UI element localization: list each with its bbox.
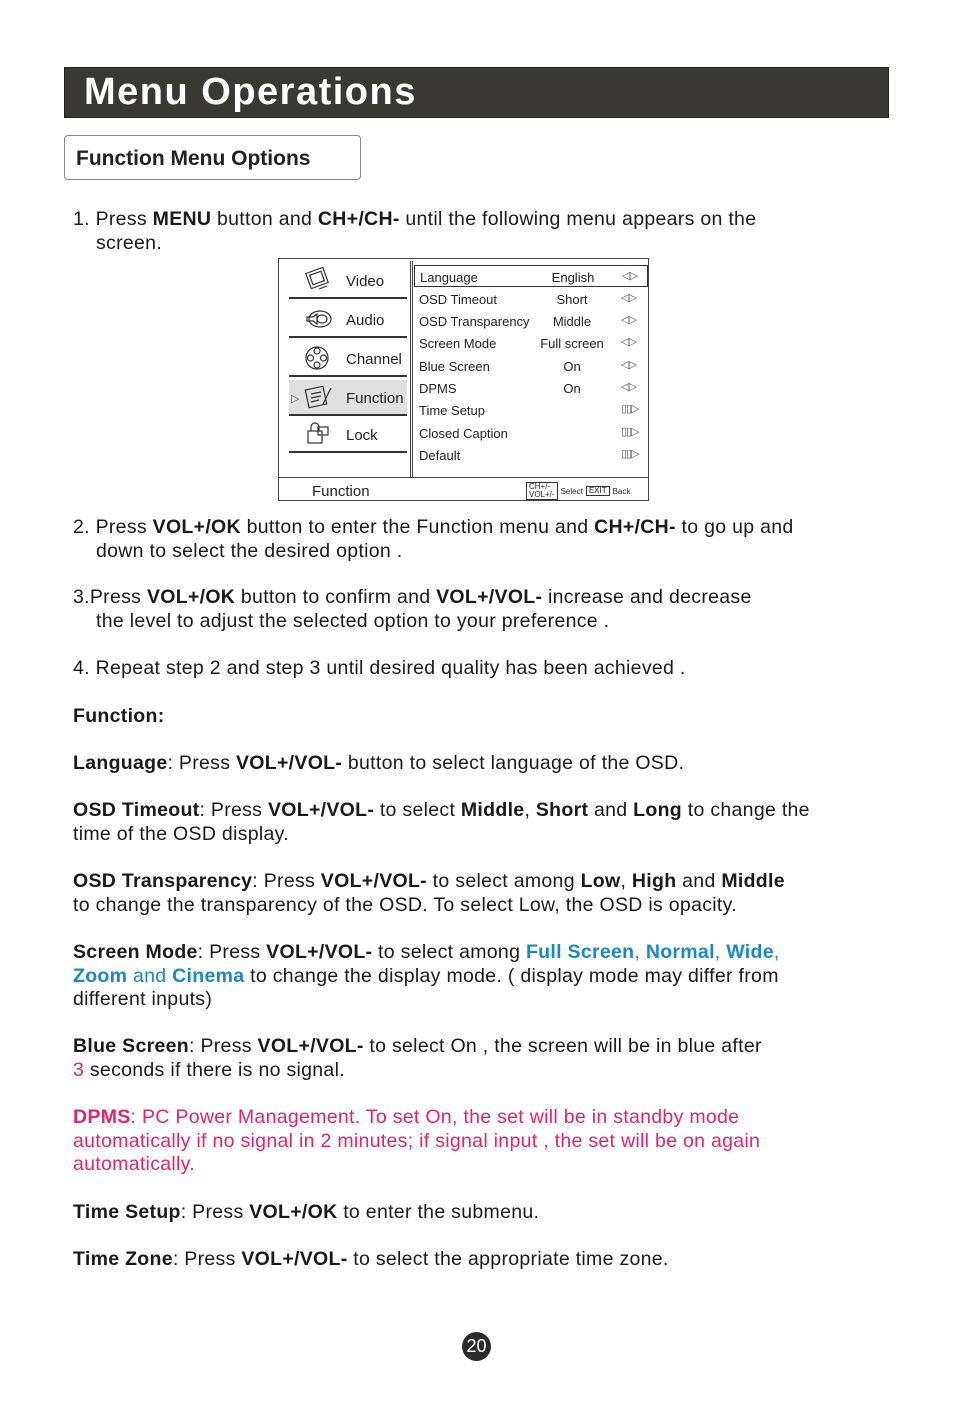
key-ch: CH+/CH- <box>594 516 676 538</box>
key-vol: VOL+/VOL- <box>241 1248 348 1270</box>
option-name: OSD Timeout <box>419 292 498 307</box>
submenu-enter-icon: ▯▯▷ <box>621 448 639 460</box>
desc-blue-screen <box>73 1035 762 1082</box>
left-right-arrows-icon: ◁▷ <box>621 314 636 326</box>
term-time-zone: Time Zone <box>73 1248 173 1270</box>
option-middle: Middle <box>721 870 785 892</box>
desc-text: : Press <box>199 799 268 821</box>
option-wide: Wide <box>726 941 774 963</box>
menu-footer-title: Function <box>312 483 370 500</box>
option-normal: Normal <box>645 941 715 963</box>
page-banner <box>64 67 889 118</box>
option-middle: Middle <box>460 799 525 821</box>
step-2-continuation: down to select the desired option . <box>96 539 403 562</box>
desc-language <box>73 752 684 776</box>
page-title: Menu Operations <box>84 71 417 113</box>
submenu-enter-icon: ▯▯▷ <box>621 426 639 438</box>
option-low: Low <box>580 870 621 892</box>
desc-text: , <box>634 941 646 963</box>
menu-option-closed-caption <box>414 422 648 444</box>
menu-option-default <box>414 444 648 466</box>
desc-text: : Press <box>197 941 267 963</box>
menu-option-language <box>414 265 648 287</box>
film-reel-icon <box>303 345 333 371</box>
menu-option-dpms <box>414 377 648 399</box>
term-osd-transparency: OSD Transparency <box>73 870 253 892</box>
desc-text: , <box>620 870 632 892</box>
desc-osd-transparency <box>73 870 785 917</box>
desc-text: to enter the submenu. <box>337 1201 540 1223</box>
function-heading <box>73 705 165 729</box>
key-hint-exit: EXIT <box>586 486 610 496</box>
menu-category-video <box>289 263 407 299</box>
key-hint-ch-vol <box>526 482 558 500</box>
step-1-text: 1. Press <box>73 208 153 230</box>
option-cinema: Cinema <box>172 964 245 987</box>
step-3 <box>73 586 752 633</box>
speaker-icon <box>303 306 333 332</box>
page-number: 20 <box>462 1332 491 1361</box>
desc-text: to select <box>374 799 461 821</box>
desc-text: to change the <box>682 799 810 821</box>
term-blue-screen: Blue Screen <box>73 1035 190 1057</box>
option-value: On <box>563 359 581 374</box>
left-right-arrows-icon: ◁▷ <box>621 336 636 348</box>
step-3-text: increase and decrease <box>542 586 752 608</box>
checklist-icon <box>303 384 333 410</box>
menu-category-label: Lock <box>346 427 378 444</box>
lock-icon <box>303 421 333 447</box>
key-vol-ok: VOL+/OK <box>146 586 236 608</box>
menu-category-label: Video <box>346 273 385 290</box>
step-2-text: 2. Press <box>73 516 153 538</box>
option-zoom: Zoom <box>73 964 128 987</box>
key-vol-ok: VOL+/OK <box>152 516 241 538</box>
step-1 <box>73 208 756 255</box>
left-right-arrows-icon: ◁▷ <box>621 381 636 393</box>
desc-time-setup <box>73 1201 539 1225</box>
function-heading-text: Function: <box>73 705 165 727</box>
menu-category-channel <box>289 341 407 377</box>
desc-continuation: automatically if no signal in 2 minutes; if signal input , the set will be on again <box>73 1129 761 1152</box>
submenu-enter-icon: ▯▯▷ <box>621 403 639 415</box>
option-name: OSD Transparency <box>419 314 530 329</box>
key-vol: VOL+/VOL- <box>266 941 373 963</box>
option-full-screen: Full Screen <box>525 941 635 963</box>
desc-text: and <box>588 799 634 821</box>
step-2-text: to go up and <box>675 516 794 538</box>
menu-option-time-setup <box>414 399 648 421</box>
desc-continuation: automatically. <box>73 1153 195 1175</box>
desc-text: to select among <box>426 870 581 892</box>
menu-category-lock <box>289 417 407 453</box>
option-value: Full screen <box>540 336 604 351</box>
option-value: On <box>563 381 581 396</box>
key-ch: CH+/CH- <box>317 208 400 230</box>
desc-text: : Press <box>252 870 321 892</box>
key-vol: VOL+/VOL- <box>320 870 427 892</box>
key-hint-ch: CH+/- <box>529 482 551 491</box>
desc-osd-timeout <box>73 799 810 846</box>
desc-text: to select among <box>372 941 526 963</box>
menu-option-blue-screen <box>414 355 648 377</box>
step-4-text: 4. Repeat step 2 and step 3 until desired quality has been achieved . <box>73 657 686 679</box>
option-name: Screen Mode <box>419 336 497 351</box>
menu-category-label: Audio <box>346 312 385 329</box>
option-name: Language <box>420 270 478 285</box>
term-language: Language <box>73 752 168 774</box>
menu-option-osd-timeout <box>414 288 648 310</box>
desc-continuation: time of the OSD display. <box>73 822 290 845</box>
menu-category-label: Function <box>346 390 404 407</box>
desc-text: to select the appropriate time zone. <box>347 1248 669 1270</box>
desc-text: : Press <box>180 1201 250 1223</box>
menu-category-list <box>279 259 410 477</box>
step-4 <box>73 657 686 681</box>
step-1-continuation: screen. <box>96 231 163 254</box>
menu-option-osd-transparency <box>414 310 648 332</box>
step-3-continuation: the level to adjust the selected option to your preference . <box>96 609 610 632</box>
option-value: English <box>551 270 595 285</box>
option-name: DPMS <box>419 381 457 396</box>
desc-screen-mode <box>73 941 780 1012</box>
menu-key-hints <box>526 482 633 500</box>
term-screen-mode: Screen Mode <box>73 941 198 963</box>
desc-text: : PC Power Management. To set On, the set will be in standby mode <box>130 1106 740 1128</box>
option-name: Closed Caption <box>419 426 508 441</box>
option-name: Default <box>419 448 461 463</box>
menu-footer <box>279 477 648 501</box>
desc-text: button to select language of the OSD. <box>342 752 685 774</box>
desc-text: : Press <box>172 1248 242 1270</box>
desc-text: , <box>524 799 536 821</box>
desc-text: , <box>714 941 727 963</box>
selection-arrow-icon: ▷ <box>291 393 300 405</box>
menu-option-list <box>414 263 648 477</box>
left-right-arrows-icon: ◁▷ <box>621 292 636 304</box>
menu-category-function <box>289 380 407 416</box>
desc-text: and <box>676 870 722 892</box>
left-right-arrows-icon: ◁▷ <box>621 359 636 371</box>
tv-icon <box>303 267 333 293</box>
key-vol: VOL+/VOL- <box>257 1035 364 1057</box>
step-2-text: button to enter the Function menu and <box>240 516 595 538</box>
menu-divider <box>410 261 413 477</box>
desc-time-zone <box>73 1248 669 1272</box>
desc-continuation: different inputs) <box>73 988 213 1010</box>
desc-text: and <box>127 964 173 987</box>
option-high: High <box>631 870 677 892</box>
key-vol: VOL+/VOL- <box>267 799 375 821</box>
term-osd-timeout: OSD Timeout <box>73 799 200 821</box>
term-dpms: DPMS <box>73 1106 131 1128</box>
menu-category-label: Channel <box>346 351 402 368</box>
desc-dpms <box>73 1106 760 1177</box>
step-2 <box>73 516 794 563</box>
section-heading-box <box>64 135 361 180</box>
option-name: Blue Screen <box>419 359 490 374</box>
left-right-arrows-icon: ◁▷ <box>622 270 637 282</box>
desc-text: : Press <box>189 1035 258 1057</box>
key-hint-back-label: Back <box>612 486 631 496</box>
option-short: Short <box>535 799 589 821</box>
key-vol-ok: VOL+/OK <box>249 1201 338 1223</box>
desc-continuation: to change the transparency of the OSD. To select Low, the OSD is opacity. <box>73 893 737 916</box>
step-3-text: button to confirm and <box>235 586 437 608</box>
desc-text: , <box>773 941 780 963</box>
desc-text: : Press <box>167 752 236 774</box>
desc-text: to select On , the screen will be in blue after <box>363 1035 762 1057</box>
option-value: Short <box>556 292 588 307</box>
desc-text: to change the display mode. ( display mode may differ from <box>244 964 779 987</box>
term-time-setup: Time Setup <box>73 1201 181 1223</box>
option-long: Long <box>633 799 683 821</box>
step-1-text: button and <box>211 208 318 230</box>
option-value: Middle <box>552 314 592 329</box>
section-title: Function Menu Options <box>76 147 311 170</box>
step-1-text: until the following menu appears on the <box>399 208 757 230</box>
key-vol: VOL+/VOL- <box>436 586 543 608</box>
key-hint-select-label: Select <box>560 486 583 496</box>
key-vol: VOL+/VOL- <box>236 752 343 774</box>
key-menu: MENU <box>152 208 212 230</box>
desc-continuation: seconds if there is no signal. <box>84 1058 345 1081</box>
option-name: Time Setup <box>419 403 485 418</box>
menu-option-screen-mode <box>414 332 648 354</box>
step-3-text: 3.Press <box>73 586 147 608</box>
menu-category-audio <box>289 302 407 338</box>
key-hint-vol: VOL+/- <box>529 490 555 499</box>
seconds-value: 3 <box>73 1058 85 1081</box>
function-menu-screenshot <box>278 258 649 501</box>
